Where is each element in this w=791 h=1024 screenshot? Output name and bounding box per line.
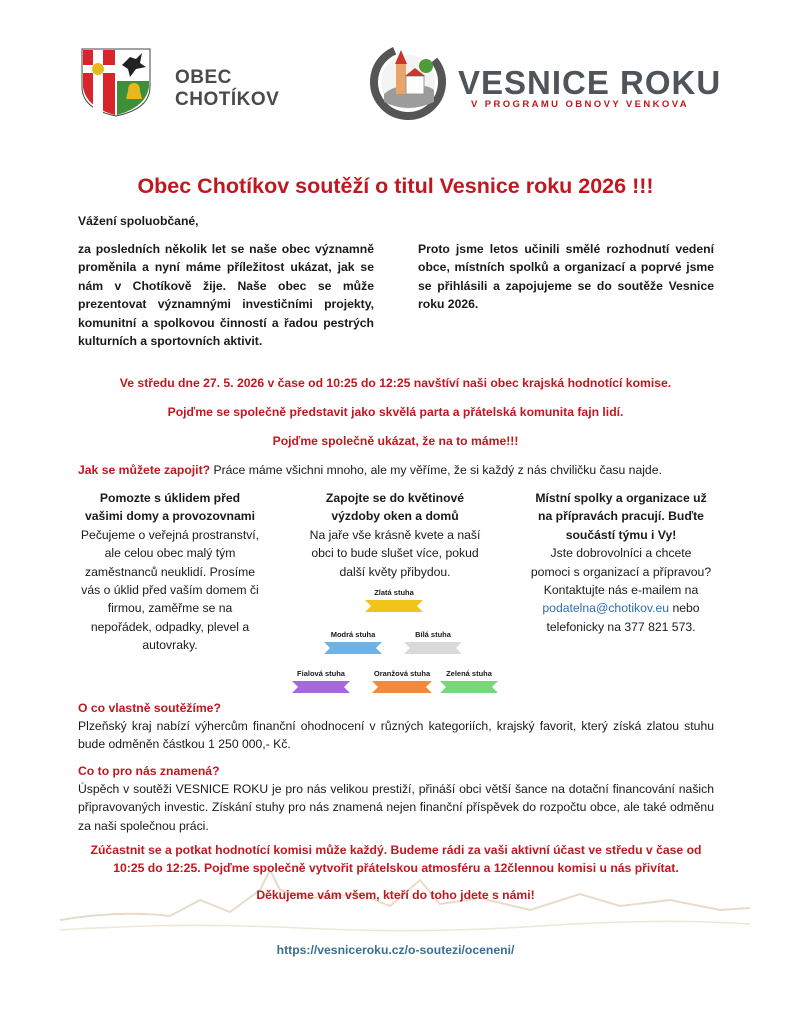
column-associations [530, 489, 712, 636]
column-flowers-text: Na jaře vše krásně kvete a naší obci to bude slušet více, pokud další květy přibydou. [309, 527, 481, 579]
ribbon-icon [398, 639, 468, 657]
vesnice-roku-subtitle: V PROGRAMU OBNOVY VENKOVA [471, 99, 690, 110]
join-line [78, 461, 718, 479]
ribbon-fialova [286, 669, 356, 701]
ribbon-oranzova [364, 669, 440, 701]
section-meaning-heading: Co to pro nás znamená? [78, 764, 220, 778]
chotikov-coat-of-arms [80, 47, 152, 117]
ribbon-label: Zelená stuha [446, 669, 492, 678]
ribbon-label: Zlatá stuha [374, 588, 414, 597]
vesnice-roku-emblem [368, 42, 448, 122]
ribbon-icon [359, 597, 429, 615]
ribbon-icon [318, 639, 388, 657]
ribbon-zelena [434, 669, 504, 701]
greeting: Vážení spoluobčané, [78, 214, 199, 228]
column-cleanup [80, 489, 260, 655]
email-link[interactable]: podatelna@chotikov.eu [542, 601, 670, 616]
section-competition-heading: O co vlastně soutěžíme? [78, 701, 221, 715]
obec-logo-line2: CHOTÍKOV [175, 89, 280, 110]
ribbon-bila [398, 630, 468, 662]
announcement-line-1: Ve středu dne 27. 5. 2026 v čase od 10:25 do 12:25 navštíví naši obec krajská hodnotící komise. [119, 376, 672, 390]
section-competition-text: Plzeňský kraj nabízí výhercům finanční ohodnocení v různých kategoriích, krajský favorit, který získá zlatou stuhu bude odměněn částkou 1 250 000,- Kč. [78, 719, 714, 752]
closing-thanks: Děkujeme vám všem, kteří do toho jdete s námi! [256, 888, 535, 902]
join-text: Práce máme všichni mnoho, ale my věříme, že si každý z nás chviličku času najde. [210, 463, 662, 477]
closing-invitation: Zúčastnit se a potkat hodnotící komisi může každý. Budeme rádi za vaši aktivní účast ve středu v čase od 10:25 do 12:25. Pojďme společně vytvořit přátelskou atmosféru a 12člennou komisi u nás přivítat. [90, 843, 702, 876]
ribbon-label: Fialová stuha [297, 669, 345, 678]
ribbon-zlata [359, 588, 429, 620]
ribbon-label: Modrá stuha [330, 630, 376, 639]
ribbon-modra [318, 630, 388, 662]
footer-link[interactable]: https://vesniceroku.cz/o-soutezi/oceneni/ [276, 943, 515, 957]
column-associations-text: Jste dobrovolníci a chcete pomoci s organizací a přípravou? Kontaktujte nás e-mailem na podatelna@chotikov.eu nebo telefonicky na 377 821 573. [530, 546, 712, 634]
obec-logo-line1: OBEC [175, 67, 232, 88]
announcement-line-2: Pojďme se společně představit jako skvělá parta a přátelská komunita fajn lidí. [167, 405, 624, 419]
column-cleanup-text: Pečujeme o veřejná prostranství, ale celou obec malý tým zaměstnanců neuklidí. Prosíme vás o úklid před vaším domem či firmou, zaměřme se na nepořádek, odpadky, plevel a autovraky. [80, 527, 260, 653]
intro-right-paragraph: Proto jsme letos učinili smělé rozhodnutí vedení obce, místních spolků a organizací a poprvé jsme se přihlásili a zapojujeme se do soutěže Vesnice roku 2026. [418, 242, 714, 312]
ribbon-label: Bílá stuha [415, 630, 451, 639]
column-flowers-title: Zapojte se do květinové výzdoby oken a domů [325, 491, 465, 524]
column-cleanup-title: Pomozte s úklidem před vašimi domy a provozovnami [84, 491, 255, 524]
column-flowers [302, 489, 488, 581]
ribbon-icon [434, 678, 504, 696]
intro-left-paragraph: za posledních několik let se naše obec významně proměnila a nyní máme příležitost ukázat, jak se nám v Chotíkově žije. Naše obec se může prezentovat významnými investičními projekty, komunitní a spolkovou činností a řadou pestrých kulturních a sportovních aktivit. [78, 242, 374, 349]
ribbon-label: Oranžová stuha [373, 669, 431, 678]
announcement-line-3: Pojďme společně ukázat, že na to máme!!! [272, 434, 519, 448]
vesnice-roku-title: VESNICE ROKU [458, 64, 722, 101]
join-question: Jak se můžete zapojit? [78, 463, 211, 477]
ribbon-icon [286, 678, 356, 696]
ribbon-icon [364, 678, 440, 696]
section-meaning-text: Úspěch v soutěži VESNICE ROKU je pro nás velikou prestiží, přináší obci větší šance na dotační financování našich připravovaných investic. Získání stuhy pro nás znamená nejen finanční příspěvek do rozpočtu obce, ale také odměnu za naši společnou práci. [78, 782, 714, 833]
column-associations-title: Místní spolky a organizace už na přípravách pracují. Buďte součástí týmu i Vy! [535, 491, 707, 542]
page-title: Obec Chotíkov soutěží o titul Vesnice roku 2026 !!! [137, 174, 654, 198]
